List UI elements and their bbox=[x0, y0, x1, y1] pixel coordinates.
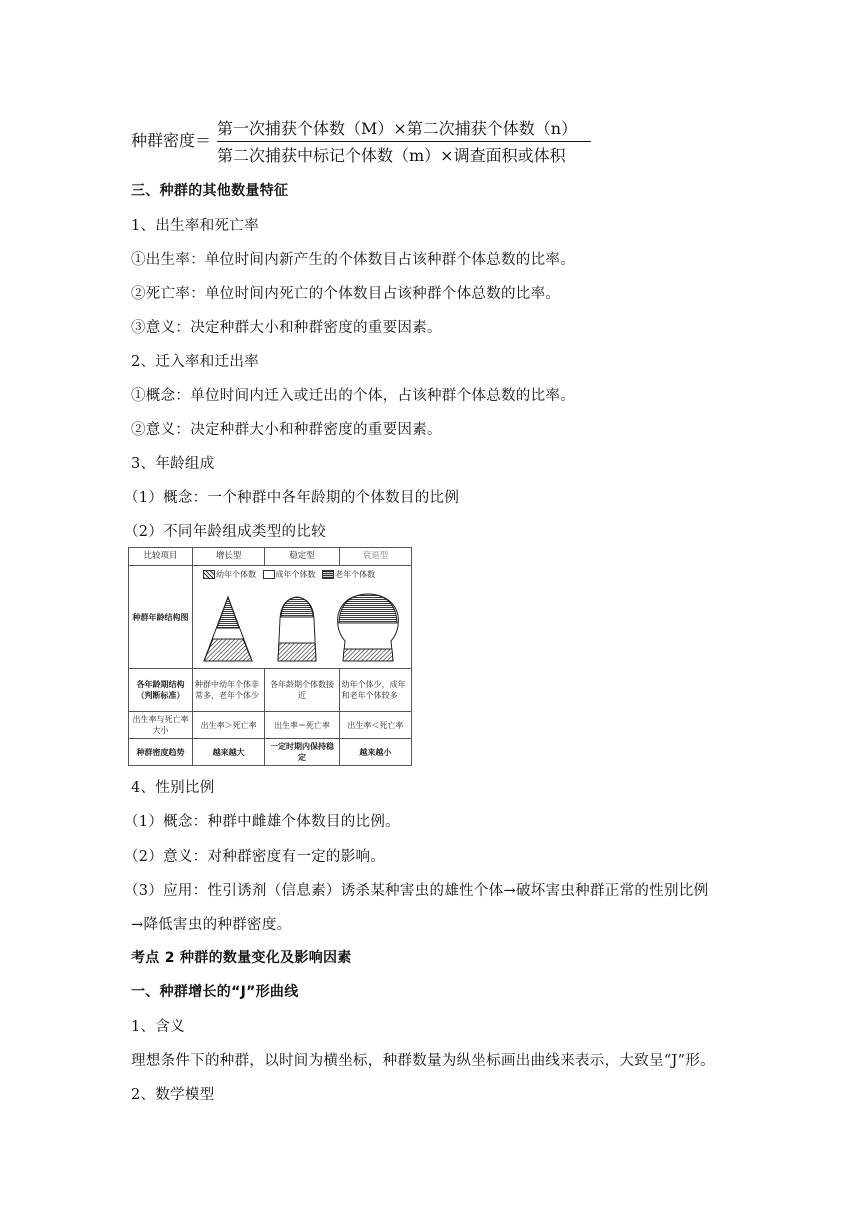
subheading: 3、年龄组成 bbox=[131, 456, 215, 472]
table-header: 比较项目 bbox=[129, 548, 193, 566]
paragraph: （2）意义：对种群密度有一定的影响。 bbox=[124, 849, 386, 865]
table-header: 稳定型 bbox=[265, 548, 339, 566]
paragraph: （1）概念：一个种群中各年龄期的个体数目的比例 bbox=[124, 490, 460, 506]
table-cell: 出生率＝死亡率 bbox=[265, 712, 339, 739]
table-row-label: 种群密度趋势 bbox=[129, 739, 193, 766]
paragraph: （2）不同年龄组成类型的比较 bbox=[124, 524, 326, 540]
subheading: 1、出生率和死亡率 bbox=[131, 218, 259, 234]
subheading: 4、性别比例 bbox=[131, 780, 215, 796]
paragraph: （3）应用：性引诱剂（信息素）诱杀某种害虫的雄性个体→破坏害虫种群正常的性别比例 bbox=[124, 883, 709, 899]
table-row-label: 各年龄期结构（判断标准） bbox=[129, 669, 193, 712]
table-row-label: 出生率与死亡率大小 bbox=[129, 712, 193, 739]
stable-pyramid bbox=[278, 597, 316, 661]
paragraph: ②意义：决定种群大小和种群密度的重要因素。 bbox=[131, 422, 442, 438]
table-header: 衰退型 bbox=[339, 548, 411, 566]
table-cell: 越来越大 bbox=[193, 739, 265, 766]
formula-lhs: 种群密度＝ bbox=[131, 131, 212, 150]
paragraph: ①概念：单位时间内迁入或迁出的个体，占该种群个体总数的比率。 bbox=[131, 388, 575, 404]
legend-elderly: 老年个体数 bbox=[335, 570, 376, 579]
legend-adult: 成年个体数 bbox=[275, 570, 316, 579]
table-row-label: 种群年龄结构图 bbox=[129, 566, 193, 669]
table-cell: 一定时期内保持稳定 bbox=[265, 739, 339, 766]
paragraph: →降低害虫的种群密度。 bbox=[131, 917, 292, 933]
age-structure-table bbox=[128, 547, 412, 767]
table-cell: 出生率＞死亡率 bbox=[193, 712, 265, 739]
table-cell: 出生率＜死亡率 bbox=[339, 712, 411, 739]
fraction-bar bbox=[217, 141, 591, 142]
subheading: 1、含义 bbox=[131, 1019, 185, 1035]
paragraph: （1）概念：种群中雌雄个体数目的比例。 bbox=[124, 814, 400, 830]
section-heading: 一、种群增长的“J”形曲线 bbox=[131, 984, 299, 1000]
table-cell: 幼年个体少，成年和老年个体较多 bbox=[339, 669, 411, 712]
paragraph: ①出生率：单位时间内新产生的个体数目占该种群个体总数的比率。 bbox=[131, 252, 575, 268]
density-formula bbox=[131, 112, 601, 164]
growth-pyramid bbox=[204, 597, 252, 661]
formula-numerator: 第一次捕获个体数（M）×第二次捕获个体数（n） bbox=[217, 119, 578, 138]
declining-pyramid bbox=[338, 594, 399, 661]
paragraph: ③意义：决定种群大小和种群密度的重要因素。 bbox=[131, 320, 442, 336]
age-pyramids bbox=[193, 583, 411, 665]
legend-juvenile: 幼年个体数 bbox=[216, 570, 256, 579]
table-header: 增长型 bbox=[193, 548, 265, 566]
table-cell: 各年龄期个体数接近 bbox=[265, 669, 339, 712]
paragraph: ②死亡率：单位时间内死亡的个体数目占该种群个体总数的比率。 bbox=[131, 286, 561, 302]
formula-denominator: 第二次捕获中标记个体数（m）×调查面积或体积 bbox=[217, 146, 566, 165]
section-heading: 考点 2 种群的数量变化及影响因素 bbox=[131, 950, 352, 966]
subheading: 2、数学模型 bbox=[131, 1087, 215, 1103]
table-cell: 种群中幼年个体非常多，老年个体少 bbox=[193, 669, 265, 712]
subheading: 2、迁入率和迁出率 bbox=[131, 354, 259, 370]
section-heading: 三、种群的其他数量特征 bbox=[131, 183, 289, 199]
table-cell: 越来越小 bbox=[339, 739, 411, 766]
paragraph: 理想条件下的种群，以时间为横坐标，种群数量为纵坐标画出曲线来表示，大致呈“J”形。 bbox=[131, 1053, 715, 1069]
